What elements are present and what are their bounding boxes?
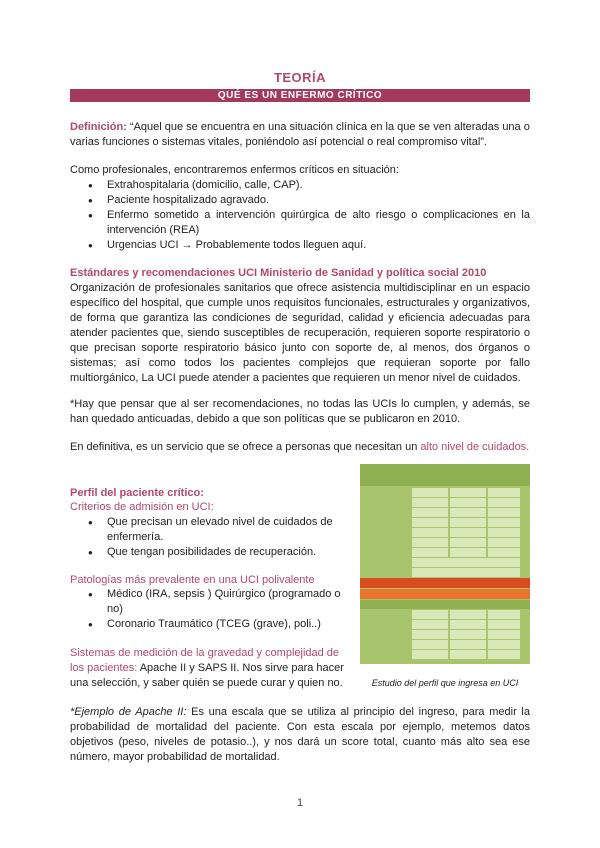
table-header-band bbox=[360, 464, 530, 486]
list-item: ● Coronario Traumático (TCEG (grave), poli..) bbox=[88, 617, 353, 632]
section-banner: QUÉ ES UN ENFERMO CRÍTICO bbox=[70, 89, 530, 102]
list-item: ● Que precisan un elevado nivel de cuidados de enfermería. bbox=[88, 515, 350, 545]
list-item: ● Médico (IRA, sepsis ) Quirúrgico (programado o no) bbox=[88, 587, 353, 617]
apache-label: *Ejemplo de Apache II: bbox=[70, 706, 187, 718]
admission-label: Criterios de admisión en UCI: bbox=[70, 501, 214, 513]
standards-body: Organización de profesionales sanitarios que ofrece asistencia multidisciplinar en un espacio específico del hospital, que cumple unos requisitos funcionales, estructurales y organizativos, de forma que garantiza las condiciones de seguridad, calidad y eficiencia adecuadas para atender pacientes que, siendo susceptibles de recuperación, requieren soporte respiratorio o que precisan soporte respiratorio básico junto con soporte de, al menos, dos órganos o sistemas; así como todos los pacientes complejos que requieran soporte por fallo multiorgánico, La UCI puede atender a pacientes que requieren un menor nivel de cuidados. bbox=[70, 282, 530, 384]
list-item: ● Extrahospitalaria (domicilio, calle, CAP). bbox=[88, 178, 530, 193]
list-item: ● Paciente hospitalizado agravado. bbox=[88, 193, 530, 208]
definition-paragraph bbox=[70, 120, 530, 150]
page-number: 1 bbox=[296, 797, 304, 809]
standards-summary: En definitiva, es un servicio que se ofrece a personas que necesitan un alto nivel de cuidados. bbox=[70, 441, 530, 453]
highlight-text: alto nivel de cuidados. bbox=[420, 441, 530, 453]
patient-profile-table-image bbox=[360, 464, 530, 664]
page-title: TEORÍA bbox=[273, 70, 327, 85]
pathologies-label: Patologías más prevalente en una UCI polivalente bbox=[70, 574, 315, 586]
standards-heading: Estándares y recomendaciones UCI Ministerio de Sanidad y política social 2010 bbox=[70, 267, 487, 279]
severity-text: Apache II y SAPS II. Nos sirve para hacer una selección, y saber quién se puede curar y quien no. bbox=[70, 662, 344, 689]
list-item: ● Que tengan posibilidades de recuperación. bbox=[88, 545, 350, 560]
figure-caption: Estudio del perfil que ingresa en UCI bbox=[371, 678, 519, 688]
apache-paragraph bbox=[70, 705, 530, 765]
definition-text: “Aquel que se encuentra en una situación clínica en la que se ven alteradas una o varias funciones o sistemas vitales, poniéndolo así potencial o real compromiso vital”. bbox=[70, 121, 530, 148]
situations-intro: Como profesionales, encontraremos enfermos críticos en situación: bbox=[70, 164, 399, 176]
apache-text: Es una escala que se utiliza al principio del ingreso, para medir la probabilidad de mortalidad del paciente. Con esta escala por ejemplo, metemos datos objetivos (peso, niveles de potasio..), y nos dará un score total, cuanto más alto sea ese número, mayor probabilidad de mortalidad. bbox=[70, 706, 530, 763]
profile-heading: Perfil del paciente crítico: bbox=[70, 487, 204, 499]
standards-note: *Hay que pensar que al ser recomendaciones, no todas las UCIs lo cumplen, y además, se han quedado anticuadas, debido a que son políticas que se publicaron en 2010. bbox=[70, 398, 530, 425]
definition-label: Definición: bbox=[70, 121, 127, 133]
pathologies-list bbox=[88, 587, 353, 632]
situations-list bbox=[88, 178, 530, 253]
list-item: ● Urgencias UCI → Probablemente todos lleguen aquí. bbox=[88, 238, 530, 253]
severity-label: Sistemas de medición de la gravedad y complejidad de los pacientes: bbox=[70, 647, 340, 674]
severity-paragraph bbox=[70, 646, 352, 691]
list-item: ● Enfermo sometido a intervención quirúrgica de alto riesgo o complicaciones en la intervención (REA) bbox=[88, 208, 530, 238]
admission-list bbox=[88, 515, 350, 560]
table-highlight-row bbox=[360, 589, 530, 599]
table-highlight-row bbox=[360, 578, 530, 588]
